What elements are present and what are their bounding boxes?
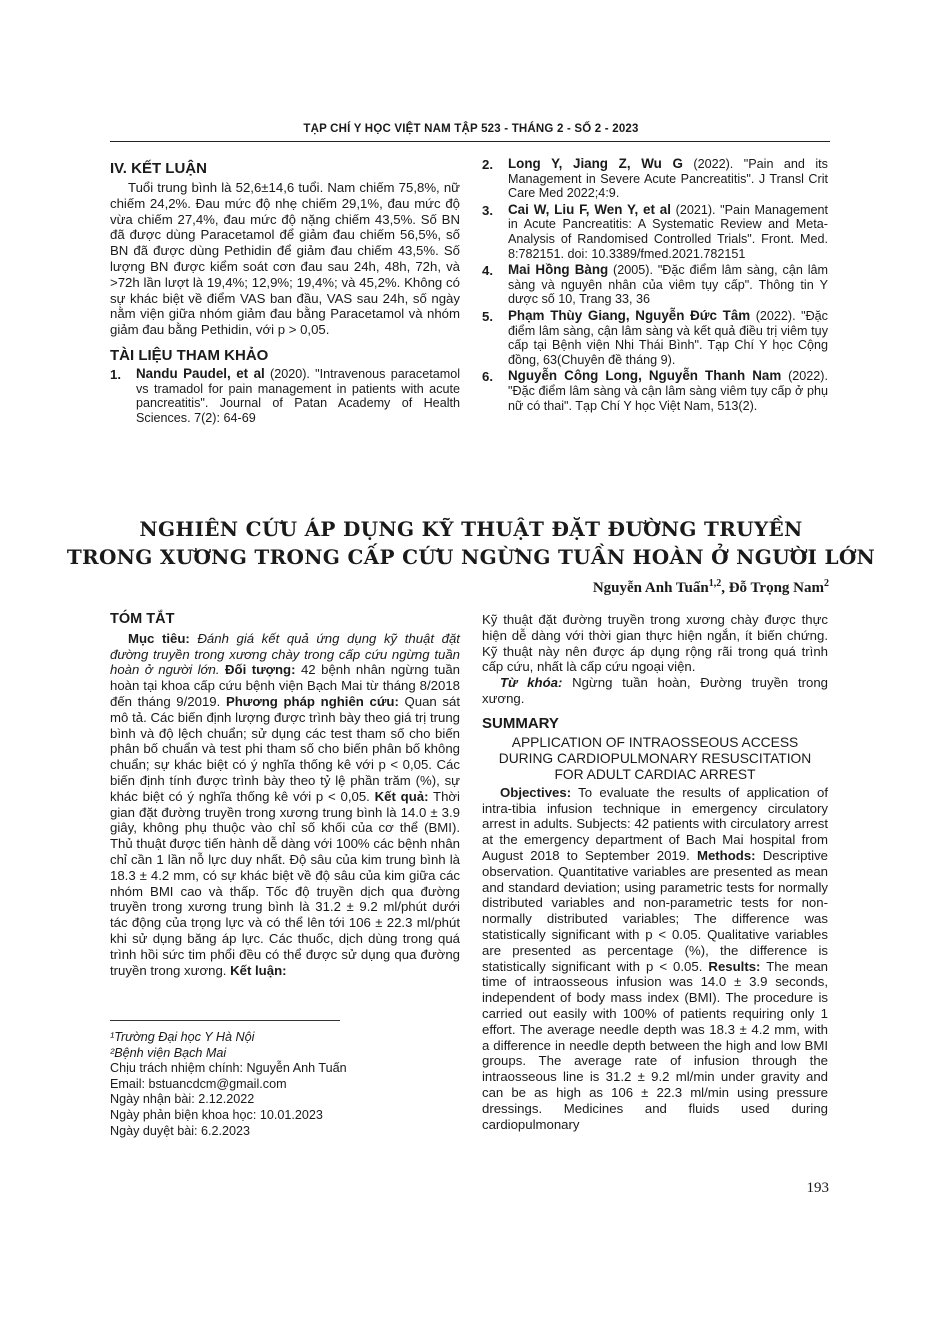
reference-item (110, 367, 460, 425)
reference-text: (2022). "Đặc điểm lâm sàng và cận lâm sàng viêm tụy cấp ở phụ nữ có thai". Tạp Chí Y học Việt Nam, 513(2). (508, 369, 828, 413)
summary-heading: SUMMARY (482, 714, 559, 732)
footnote-reviewed: Ngày phản biện khoa học: 10.01.2023 (110, 1107, 323, 1122)
reference-number: 1. (110, 366, 121, 382)
footnote-affiliation-2: ²Bệnh viện Bạch Mai (110, 1045, 227, 1060)
reference-number: 2. (482, 157, 493, 172)
article-title (60, 515, 882, 571)
footnote-rule (110, 1020, 340, 1021)
reference-item (482, 263, 828, 307)
footnote-corresponding: Chịu trách nhiệm chính: Nguyễn Anh Tuấn (110, 1061, 347, 1076)
reference-authors: Phạm Thùy Giang, Nguyễn Đức Tâm (508, 307, 751, 323)
summary-title (482, 735, 828, 783)
abstract-section (110, 612, 460, 978)
summary-title-line-3: FOR ADULT CARDIAC ARREST (554, 766, 756, 782)
footnotes (110, 1030, 450, 1139)
reference-text: (2020). "Intravenous paracetamol vs tramadol for pain management in patients with acute pancreatitis". Journal of Patan Academy of Health Sciences. 7(2): 64-69 (136, 366, 460, 425)
footnote-email: Email: bstuancdcm@gmail.com (110, 1076, 287, 1091)
keywords-text: Ngừng tuần hoàn, Đường truyền trong xương. (482, 675, 828, 706)
reference-number: 4. (482, 263, 493, 279)
reference-item (482, 309, 828, 367)
abstract-results-label: Kết quả: (374, 788, 429, 804)
abstract-methods-label: Phương pháp nghiên cứu: (225, 693, 399, 709)
reference-authors: Long Y, Jiang Z, Wu G (508, 156, 683, 171)
reference-authors: Nguyễn Công Long, Nguyễn Thanh Nam (508, 368, 782, 384)
abstract-subjects: 42 bệnh nhân ngừng tuần hoàn tại khoa cấp cứu bệnh viện Bạch Mai từ tháng 8/2018 đến tháng 9/2019. (110, 662, 460, 709)
header-rule (110, 141, 830, 142)
reference-body (508, 157, 828, 201)
reference-authors: Nandu Paudel, et al (136, 365, 265, 381)
reference-number: 5. (482, 308, 493, 324)
author-affiliation: 2 (824, 578, 829, 589)
abstract-results: Thời gian đặt đường truyền trong xương trung bình là 14.0 ± 3.9 giây, không phụ thuộc vào chỉ số khối của cơ thể (BMI). Thủ thuật được tiến hành dễ dàng với 100% các bệnh nhân chỉ cần 1 lần nỗ lực duy nhất. Độ sâu của kim trung bình là 18.3 ± 4.2 mm, có sự khác biệt về độ sâu của kim giữa các nhóm BMI cao và thấp. Tốc độ truyền dịch qua đường truyền trong xương trung bình là 31.2 ± 9.2 ml/phút dưới tác động của trọng lực và có thể lên tới 106 ± 22.3 ml/phút khi sử dụng băng áp lực. Các thuốc, dịch dùng trong quá trình hồi sức tim phổi đều có thể được sử dụng qua đường truyền trong xương. (110, 788, 460, 978)
article-authors (593, 578, 829, 597)
summary-title-line-1: APPLICATION OF INTRAOSSEOUS ACCESS (511, 734, 799, 750)
conclusion-text: Tuổi trung bình là 52,6±14,6 tuổi. Nam chiếm 75,8%, nữ chiếm 24,2%. Đau mức độ nhẹ chiếm 29,1%, đau mức độ vừa chiếm 27,4%, đau mức độ nặng chiếm 43,5%. Số BN đã được dùng Paracetamol để giảm đau chiếm 56,5%, số BN đã được dùng Pethidin để giảm đau chiếm 43,5%. Số lượng BN được kiểm soát cơn đau sau 24h, 48h, 72h, và >72h lần lượt là 19,4%; 12,9%; 19,4%; và 45,2%. Không có sự khác biệt về điểm VAS ban đầu, VAS sau 24h, số ngày nằm viện giữa nhóm giảm đau bằng Paracetamol và nhóm giảm đau bằng Pethidin, với p > 0,05. (110, 180, 460, 338)
reference-authors: Mai Hồng Bàng (508, 262, 609, 278)
author-name: Nguyễn Anh Tuấn (592, 580, 709, 596)
reference-item (482, 369, 828, 413)
reference-number: 3. (482, 202, 493, 218)
abstract-keywords (482, 675, 828, 707)
summary-methods-label: Methods: (696, 847, 756, 863)
reference-text: (2022). "Đặc điểm lâm sàng, cận lâm sàng và kết quả điều trị viêm tụy cấp tại Bệnh viện Nhi Thái Bình". Tạp Chí Y học Cộng đồng, 63(Chuyên đề tháng 9). (508, 308, 828, 367)
abstract-conclusion-label: Kết luận: (230, 962, 287, 978)
summary-results-label: Results: (708, 958, 761, 974)
footnote-affiliation-1: ¹Trường Đại học Y Hà Nội (110, 1030, 255, 1044)
abstract-objective-label: Mục tiêu: (128, 630, 190, 646)
summary-objectives-label: Objectives: (500, 784, 572, 800)
conclusion-section (110, 160, 460, 427)
reference-body (508, 263, 828, 307)
reference-text: (2022). "Pain and its Management in Severe Acute Pancreatitis". J Transl Crit Care Med 2022;4:9. (508, 157, 828, 201)
abstract-objective: Đánh giá kết quả ứng dụng kỹ thuật đặt đường truyền trong xương chày trong cấp cứu ngừng tuần hoàn ở người lớn. (110, 630, 460, 678)
page-number: 193 (806, 1180, 829, 1196)
reference-number: 6. (482, 369, 493, 385)
reference-body (508, 203, 828, 261)
footnote-accepted: Ngày duyệt bài: 6.2.2023 (110, 1123, 251, 1138)
conclusion-heading: IV. KẾT LUẬN (110, 160, 207, 177)
abstract-text (110, 631, 460, 979)
abstract-methods: Quan sát mô tả. Các biến định lượng được trình bày theo giá trị trung bình và độ lệch chuẩn; sử dụng các test tham số cho biến phân bố chuẩn và test phi tham số cho biến phân bố không chuẩn; sự khác biệt có ý nghĩa thống kê với p < 0,05. Các biến định tính được trình bày theo tỷ lệ phần trăm (%), sự khác biệt có ý nghĩa thống kê với p < 0,05. (110, 693, 460, 804)
author-affiliation: 1,2 (708, 578, 722, 589)
summary-objectives: To evaluate the results of application of intra-tibia infusion technique in emergency circulatory arrest in adults. Subjects: 42 patients with circulatory arrest at the emergency department of Bach Mai hospital from August 2018 to September 2019. (482, 784, 828, 863)
footnote-received: Ngày nhận bài: 2.12.2022 (110, 1092, 255, 1107)
summary-results: The mean time of intraosseous infusion was 14.0 ± 3.9 seconds, independent of body mass index (BMI). The procedure is carried out easily with 100% of patients requiring only 1 effort. The average needle depth was 18.3 ± 4.2 mm, with a difference in needle depth between the high and low BMI groups. The average rate of infusion through the intraosseous line is 31.2 ± 9.2 ml/min under gravity and can be as high as 106 ± 22.3 ml/min using pressure dressings. Medicines and fluids used during cardiopulmonary (482, 958, 828, 1132)
author-name: Đỗ Trọng Nam (728, 580, 824, 596)
reference-text: (2021). "Pain Management in Acute Pancreatitis: A Systematic Review and Meta-Analysis of Randomised Controlled Trials". Front. Med. 8:782151. doi: 10.3389/fmed.2021.782151 (508, 202, 828, 261)
abstract-subjects-label: Đối tượng: (224, 662, 296, 678)
summary-text (482, 785, 828, 1133)
reference-body (508, 309, 828, 367)
references-continued (482, 157, 828, 415)
reference-body (136, 367, 460, 425)
article-title-line-1: NGHIÊN CỨU ÁP DỤNG KỸ THUẬT ĐẶT ĐƯỜNG TRUYỀN (139, 517, 803, 541)
reference-item (482, 203, 828, 261)
running-head: TẠP CHÍ Y HỌC VIỆT NAM TẬP 523 - THÁNG 2 - SỐ 2 - 2023 (303, 123, 639, 135)
summary-section (482, 612, 828, 1132)
reference-body (508, 369, 828, 413)
author-separator: , (721, 580, 729, 596)
summary-title-line-2: DURING CARDIOPULMONARY RESUSCITATION (498, 750, 812, 766)
abstract-conclusion: Kỹ thuật đặt đường truyền trong xương chày được thực hiện dễ dàng với thời gian thực hiện ngắn, ít biến chứng. Kỹ thuật này nên được áp dụng rộng rãi trong quá trình cấp cứu, nhất là cấp cứu ngoại viện. (482, 612, 828, 675)
reference-authors: Cai W, Liu F, Wen Y, et al (508, 201, 671, 217)
reference-text: (2005). "Đặc điểm lâm sàng, cận lâm sàng và nguyên nhân của viêm tụy cấp". Thông tin Y dược số 10, Trang 33, 36 (508, 263, 828, 307)
article-title-line-2: TRONG XƯƠNG TRONG CẤP CỨU NGỪNG TUẦN HOÀN Ở NGƯỜI LỚN (66, 545, 876, 569)
reference-item (482, 157, 828, 201)
references-heading: TÀI LIỆU THAM KHẢO (110, 346, 269, 364)
abstract-heading: TÓM TẮT (110, 611, 175, 627)
summary-methods: Descriptive observation. Quantitative variables are presented as mean and standard deviation; using parametric tests for normally distributed variables and non-parametric tests for non-normally distributed variables; The difference was statistically significant with p < 0.05. Qualitative variables are presented as percentage (%), the difference is statistically significant with p < 0.05. (482, 847, 828, 974)
keywords-label: Từ khóa: (500, 675, 563, 691)
